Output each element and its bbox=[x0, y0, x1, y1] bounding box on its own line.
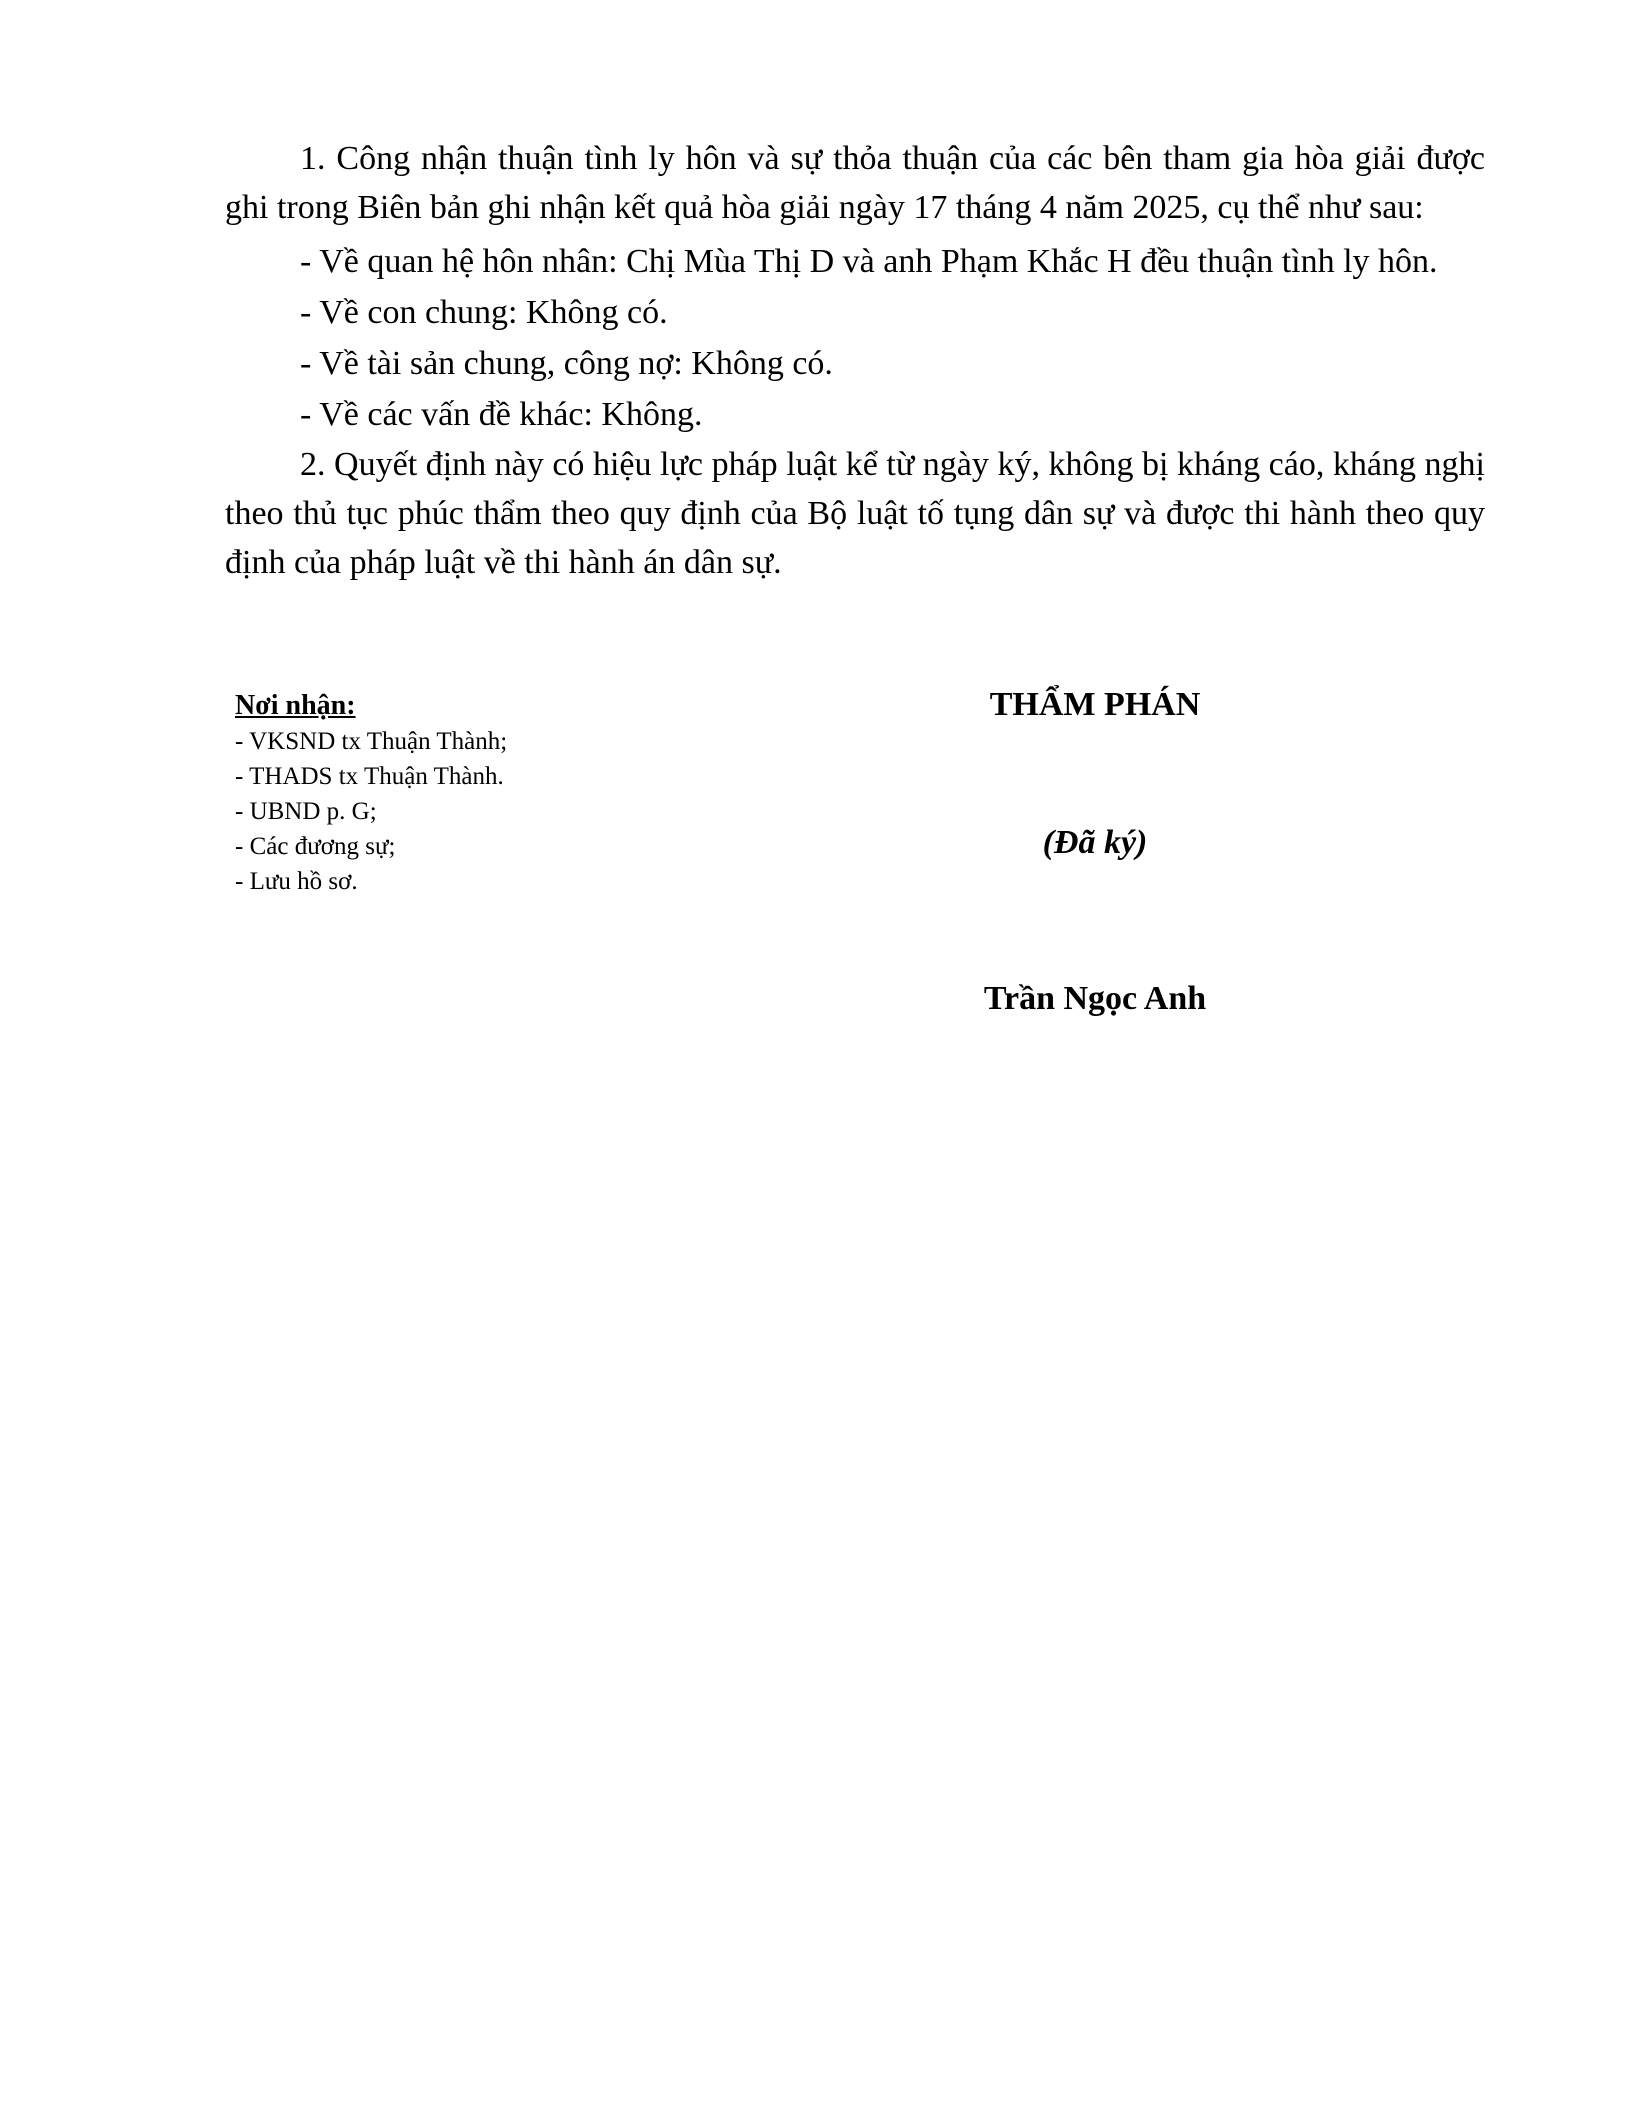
signer-name: Trần Ngọc Anh bbox=[983, 980, 1207, 1017]
recipient-item: - THADS tx Thuận Thành. bbox=[235, 763, 504, 790]
decision-item-marriage: - Về quan hệ hôn nhân: Chị Mùa Thị D và anh Phạm Khắc H đều thuận tình ly hôn. bbox=[300, 243, 1438, 280]
decision-item-children: - Về con chung: Không có. bbox=[300, 294, 668, 331]
recipients-block bbox=[235, 688, 655, 899]
decision-paragraph-2: 2. Quyết định này có hiệu lực pháp luật kể từ ngày ký, không bị kháng cáo, kháng nghị theo thủ tục phúc thẩm theo quy định của Bộ luật tố tụng dân sự và được thi hành theo quy định của pháp luật về thi hành án dân sự. bbox=[225, 446, 1485, 581]
recipients-title: Nơi nhận: bbox=[235, 690, 356, 721]
recipient-item: - UBND p. G; bbox=[235, 798, 377, 825]
signature-block bbox=[900, 680, 1290, 1024]
decision-item-property: - Về tài sản chung, công nợ: Không có. bbox=[300, 345, 833, 382]
decision-paragraph-1: 1. Công nhận thuận tình ly hôn và sự thỏa thuận của các bên tham gia hòa giải được ghi trong Biên bản ghi nhận kết quả hòa giải ngày 17 tháng 4 năm 2025, cụ thể như sau: bbox=[225, 140, 1485, 226]
recipient-item: - VKSND tx Thuận Thành; bbox=[235, 728, 508, 755]
signature-title: THẨM PHÁN bbox=[989, 686, 1201, 723]
decision-item-other: - Về các vấn đề khác: Không. bbox=[300, 396, 703, 433]
recipient-item: - Lưu hồ sơ. bbox=[235, 868, 358, 895]
recipient-item: - Các đương sự; bbox=[235, 833, 396, 860]
decision-body bbox=[225, 134, 1485, 587]
signature-status: (Đã ký) bbox=[1042, 824, 1148, 861]
